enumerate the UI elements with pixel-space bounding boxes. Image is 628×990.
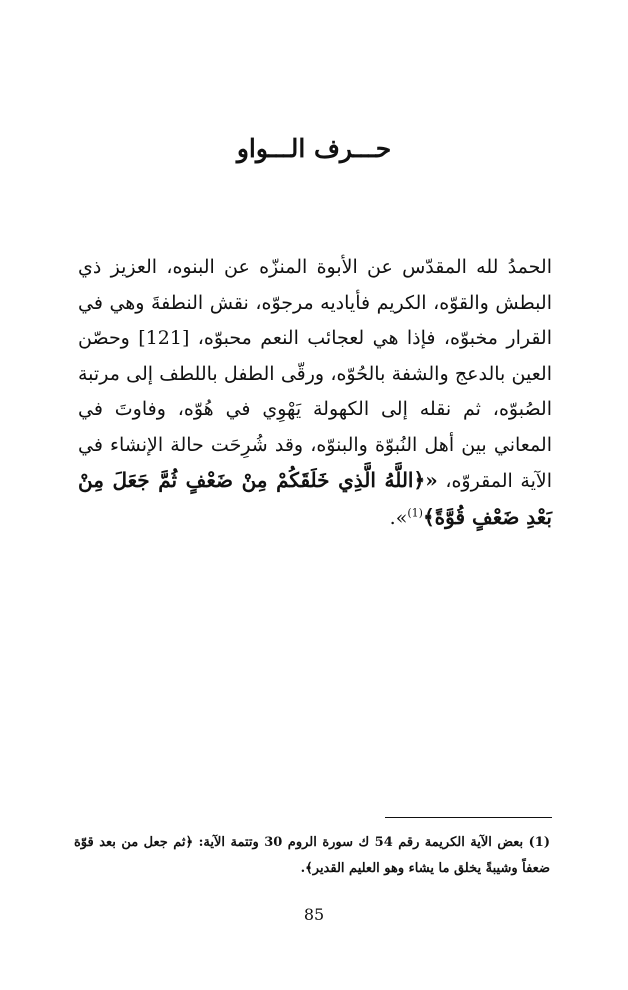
footnote-text: بعض الآية الكريمة رقم 54 ك سورة الروم 30 وتتمة الآية: ﴿ثم جعل من بعد قوّة ضعفاً وشيبةً يخلق ما يشاء وهو العليم القدير﴾. bbox=[74, 835, 550, 876]
chapter-title: حـــرف الـــواو bbox=[236, 134, 392, 163]
footnote bbox=[74, 830, 550, 882]
quran-quote: «﴿اللَّهُ الَّذِي خَلَقَكُمْ مِنْ ضَعْفٍ ثُمَّ جَعَلَ مِنْ بَعْدِ ضَعْفٍ قُوَّةً﴾ bbox=[78, 468, 552, 529]
footnote-marker: (1) bbox=[528, 835, 550, 850]
paragraph-end: ». bbox=[389, 506, 408, 529]
footnote-divider bbox=[385, 817, 552, 818]
main-paragraph bbox=[78, 250, 552, 536]
footnote-reference[interactable]: (1) bbox=[407, 506, 423, 520]
paragraph-text: الحمدُ لله المقدّس عن الأبوة المنزّه عن البنوه، العزيز ذي البطش والقوّه، الكريم فأياديه مرجوّه، نقش النطفةَ وهي في القرار مخبوّه، فإذا هي لعجائب النعم محبوّه، [121] وحصّن العين بالدعج والشفة بالحُوّه، ورقّى الطفل باللطف إلى مرتبة الصُبوّه، ثم نقله إلى الكهولة يَهْوِي في هُوّه، وفاوتَ في المعاني بين أهل النُبوّة والبنوّه، وقد شُرِحَت حالة الإنشاء في الآية المقروّه، bbox=[78, 256, 553, 492]
page-number: 85 bbox=[303, 905, 325, 924]
